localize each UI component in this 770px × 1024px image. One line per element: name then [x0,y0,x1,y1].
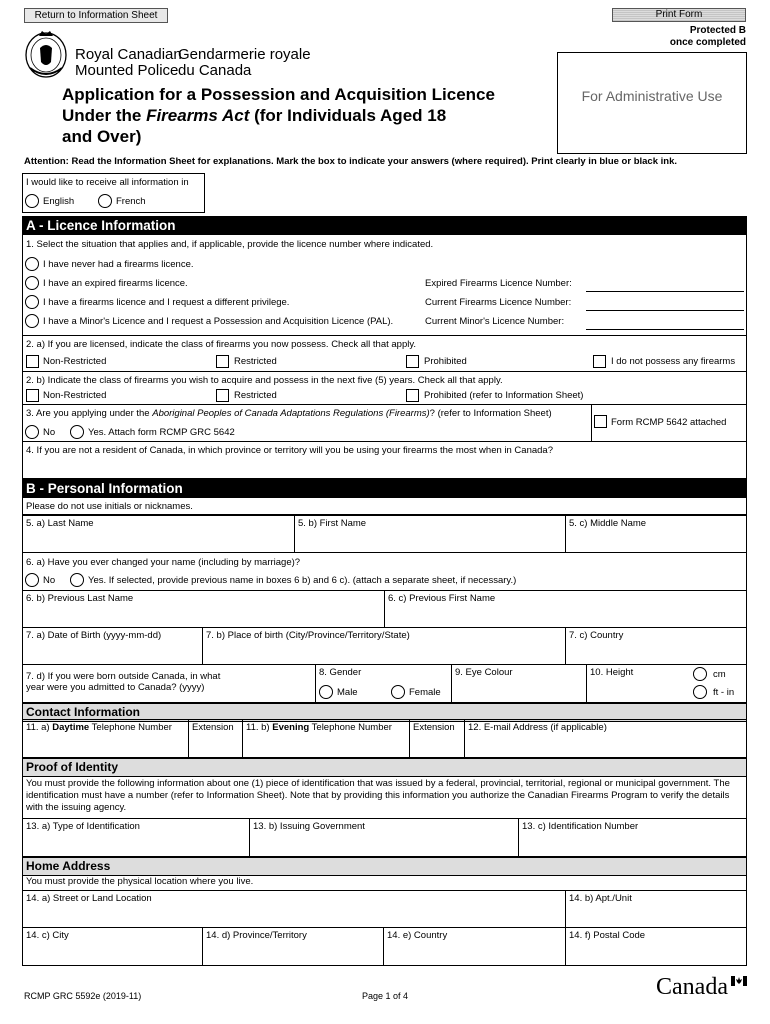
contact-information-header: Contact Information [22,703,747,722]
cm-radio[interactable] [693,667,707,681]
q2a-non-restricted-label: Non-Restricted [43,356,107,367]
question-2a-box [22,335,747,372]
expired-number-field[interactable] [586,291,744,292]
section-b-header: B - Personal Information [22,479,747,498]
year-admitted-line2: year were you admitted to Canada? (yyyy) [26,682,205,693]
q3-text-pre: 3. Are you applying under the [26,408,153,419]
question-4-label: 4. If you are not a resident of Canada, in which province or territory will you be using your firearms the most when in Canada? [26,445,553,456]
identification-type-label: 13. a) Type of Identification [26,821,140,832]
q2b-restricted-label: Restricted [234,390,277,401]
height-field[interactable] [586,664,747,703]
title-line2-post: (for Individuals Aged 18 [249,106,447,125]
female-label: Female [409,687,441,698]
attention-note: Attention: Read the Information Sheet for explanations. Mark the box to indicate your answers (where required). Print clearly in blue or black ink. [24,156,677,167]
page-number: Page 1 of 4 [362,991,409,1001]
height-label: 10. Height [590,667,634,678]
home-address-note: You must provide the physical location where you live. [26,876,254,887]
q2a-none-checkbox[interactable] [593,355,606,368]
apt-unit-label: 14. b) Apt./Unit [569,893,632,904]
previous-first-name-field[interactable] [384,590,747,628]
home-country-label: 14. e) Country [387,930,448,941]
daytime-extension-field[interactable] [188,719,243,758]
daytime-phone-prefix: 11. a) [26,722,53,733]
identity-instructions: You must provide the following information about one (1) piece of identification that was issued by a federal, provincial, territorial, regional or municipal government. The identification must have a number (refer to Information Sheet). Note that by providing this information you authorize the Canadian Firearms Program to verify the details with the issuing agency. [26,778,730,813]
minor-licence-radio[interactable] [25,314,39,328]
q2b-prohibited-checkbox[interactable] [406,389,419,402]
male-label: Male [337,687,358,698]
female-radio[interactable] [391,685,405,699]
expired-licence-radio[interactable] [25,276,39,290]
q2a-restricted-checkbox[interactable] [216,355,229,368]
canada-wordmark: Canada [656,974,728,1000]
form-5642-attached-checkbox[interactable] [594,415,607,428]
form-title [62,84,542,147]
q2a-non-restricted-checkbox[interactable] [26,355,39,368]
title-line1: Application for a Possession and Acquisition Licence [62,85,495,104]
date-of-birth-label: 7. a) Date of Birth (yyyy-mm-dd) [26,630,162,641]
language-label: I would like to receive all information in [26,177,189,188]
q3-yes-label: Yes. Attach form RCMP GRC 5642 [88,427,235,438]
apt-unit-field[interactable] [565,890,747,928]
never-licensed-radio[interactable] [25,257,39,271]
question-2a-label: 2. a) If you are licensed, indicate the class of firearms you now possess. Check all that apply. [26,339,417,350]
section-a-header: A - Licence Information [22,216,747,235]
previous-first-name-label: 6. c) Previous First Name [388,593,496,604]
minor-number-field[interactable] [586,329,744,330]
french-radio[interactable] [98,194,112,208]
last-name-label: 5. a) Last Name [26,518,94,529]
proof-of-identity-header: Proof of Identity [22,758,747,777]
home-address-note-row [22,873,747,891]
postal-code-field[interactable] [565,927,747,966]
first-name-label: 5. b) First Name [298,518,367,529]
q2a-restricted-label: Restricted [234,356,277,367]
protected-notice [670,25,746,49]
issuing-government-label: 13. b) Issuing Government [253,821,365,832]
question-2b-label: 2. b) Indicate the class of firearms you wish to acquire and possess in the next five (5) years. Check all that apply. [26,375,503,386]
q3-no-label: No [43,427,56,438]
attachment-box [591,404,748,442]
ft-in-label: ft - in [713,687,735,698]
street-field[interactable] [22,890,566,928]
evening-word: Evening [272,722,310,733]
org-en-line1: Royal Canadian [75,46,182,63]
previous-last-name-label: 6. b) Previous Last Name [26,593,134,604]
evening-phone-suffix: Telephone Number [309,722,392,733]
date-of-birth-field[interactable] [22,627,203,665]
home-country-field[interactable] [383,927,566,966]
country-of-birth-field[interactable] [565,627,747,665]
question-3-box [22,404,747,442]
place-of-birth-label: 7. b) Place of birth (City/Province/Territory/State) [206,630,410,641]
different-privilege-radio[interactable] [25,295,39,309]
french-label: French [116,196,146,207]
org-name-french [178,47,311,79]
q3-text-post: ? (refer to Information Sheet) [429,408,552,419]
different-privilege-label: I have a firearms licence and I request a different privilege. [43,297,290,308]
gender-field [315,664,452,703]
ft-in-radio[interactable] [693,685,707,699]
city-field[interactable] [22,927,203,966]
cm-label: cm [713,669,726,680]
evening-phone-prefix: 11. b) [246,722,273,733]
expired-licence-label: I have an expired firearms licence. [43,278,188,289]
street-label: 14. a) Street or Land Location [26,893,152,904]
rcmp-crest-icon [22,28,70,80]
place-of-birth-field[interactable] [202,627,566,665]
q2a-none-label: I do not possess any firearms [611,356,736,367]
title-act-name: Firearms Act [146,106,250,125]
q2b-non-restricted-checkbox[interactable] [26,389,39,402]
minor-number-label: Current Minor's Licence Number: [425,316,565,327]
eye-colour-field[interactable] [451,664,587,703]
first-name-field[interactable] [294,515,566,553]
administrative-use-box [557,52,747,154]
question-6a-label: 6. a) Have you ever changed your name (including by marriage)? [26,557,301,568]
email-label: 12. E-mail Address (if applicable) [468,722,607,733]
english-label: English [43,196,75,207]
current-number-field[interactable] [586,310,744,311]
q2a-prohibited-label: Prohibited [424,356,467,367]
previous-last-name-field[interactable] [22,590,385,628]
protected-line1: Protected B [689,25,746,36]
form-5642-attached-label: Form RCMP 5642 attached [611,417,727,428]
question-3-label [26,408,552,419]
daytime-phone-field[interactable] [22,719,189,758]
q3-no-radio[interactable] [25,425,39,439]
q6a-yes-label: Yes. If selected, provide previous name in boxes 6 b) and 6 c). (attach a separate sheet, if necessary.) [88,575,517,586]
identity-instructions-box [22,774,747,819]
year-admitted-line1: 7. d) If you were born outside Canada, in what [26,671,221,682]
home-address-header: Home Address [22,857,747,876]
middle-name-field[interactable] [565,515,747,553]
title-line3: and Over) [62,127,142,146]
protected-line2: once completed [669,37,746,48]
daytime-word: Daytime [52,722,90,733]
never-licensed-label: I have never had a firearms licence. [43,259,194,270]
city-label: 14. c) City [26,930,69,941]
country-of-birth-label: 7. c) Country [569,630,624,641]
section-b-note-row [22,498,747,515]
q2a-prohibited-checkbox[interactable] [406,355,419,368]
identification-number-label: 13. c) Identification Number [522,821,639,832]
province-territory-field[interactable] [202,927,384,966]
q2b-non-restricted-label: Non-Restricted [43,390,107,401]
male-radio[interactable] [319,685,333,699]
org-name-english [75,47,182,79]
identification-type-field[interactable] [22,818,250,857]
middle-name-label: 5. c) Middle Name [569,518,647,529]
minor-licence-label: I have a Minor's Licence and I request a Possession and Acquisition Licence (PAL). [43,316,394,327]
expired-number-label: Expired Firearms Licence Number: [425,278,572,289]
province-territory-label: 14. d) Province/Territory [206,930,307,941]
administrative-use-label: For Administrative Use [581,88,723,104]
evening-extension-field[interactable] [409,719,465,758]
question-2b-box [22,371,747,405]
org-en-line2: Mounted Police [75,62,179,79]
section-b-note: Please do not use initials or nicknames. [26,501,193,512]
q3-yes-radio[interactable] [70,425,84,439]
print-form-button[interactable]: Print Form [612,8,746,22]
q6a-no-radio[interactable] [25,573,39,587]
email-field[interactable] [464,719,747,758]
current-number-label: Current Firearms Licence Number: [425,297,572,308]
year-admitted-field[interactable] [22,664,316,703]
daytime-extension-label: Extension [192,722,234,733]
q2b-restricted-checkbox[interactable] [216,389,229,402]
postal-code-label: 14. f) Postal Code [569,930,646,941]
gender-label: 8. Gender [319,667,362,678]
title-line2-pre: Under the [62,106,147,125]
eye-colour-label: 9. Eye Colour [455,667,513,678]
canada-flag-icon [731,976,747,986]
last-name-field[interactable] [22,515,295,553]
q3-regulation-name: Aboriginal Peoples of Canada Adaptations Regulations (Firearms) [152,408,430,419]
question-6a-box [22,552,747,591]
daytime-phone-suffix: Telephone Number [89,722,172,733]
question-1-label: 1. Select the situation that applies and, if applicable, provide the licence number where indicated. [26,239,434,250]
identification-number-field[interactable] [518,818,747,857]
issuing-government-field[interactable] [249,818,519,857]
q6a-yes-radio[interactable] [70,573,84,587]
org-fr-line1: Gendarmerie royale [178,46,311,63]
language-preference-box [22,173,205,213]
evening-phone-field[interactable] [242,719,410,758]
org-fr-line2: du Canada [178,62,252,79]
title-line2 [62,105,542,126]
question-1-box [22,235,747,336]
return-to-information-sheet-button[interactable]: Return to Information Sheet [24,8,168,23]
question-4-box[interactable] [22,441,747,479]
q6a-no-label: No [43,575,56,586]
evening-extension-label: Extension [413,722,455,733]
form-identifier: RCMP GRC 5592e (2019-11) [24,991,142,1001]
q2b-prohibited-label: Prohibited (refer to Information Sheet) [424,390,584,401]
english-radio[interactable] [25,194,39,208]
